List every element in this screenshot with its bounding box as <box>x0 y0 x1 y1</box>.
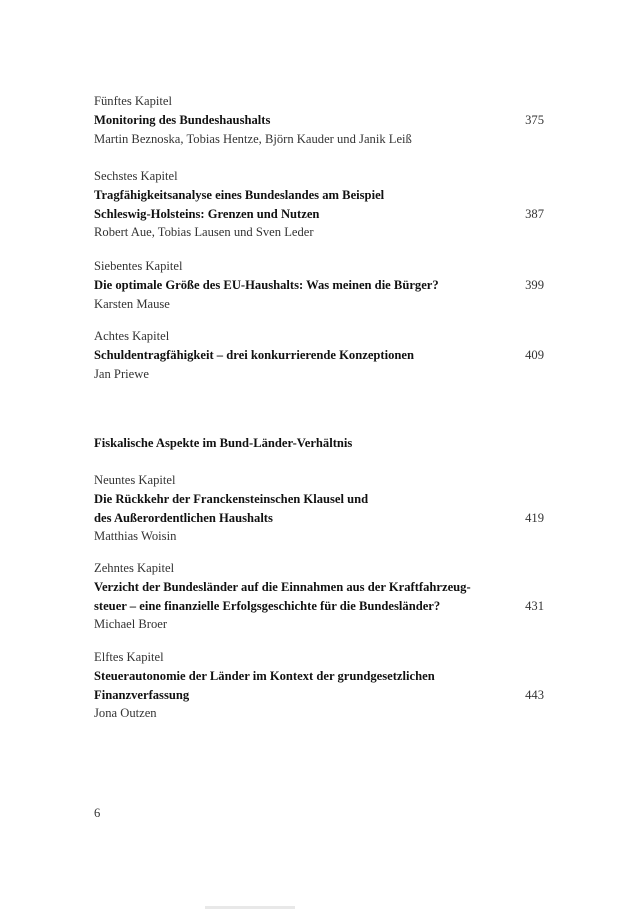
page-number: 375 <box>525 112 544 127</box>
chapter-authors: Michael Broer <box>94 617 168 632</box>
page-number: 399 <box>525 277 544 292</box>
chapter-title-line: Finanzverfassung 443 <box>94 686 544 705</box>
chapter-title <box>94 186 544 224</box>
toc-entry <box>94 167 544 242</box>
section-heading: Fiskalische Aspekte im Bund-Länder-Verhältnis <box>94 436 353 450</box>
chapter-label: Neuntes Kapitel <box>94 473 176 487</box>
toc-entry <box>94 648 544 723</box>
chapter-authors: Matthias Woisin <box>94 529 177 544</box>
page-number: 419 <box>525 510 544 525</box>
chapter-authors: Jona Outzen <box>94 706 157 721</box>
page-number: 387 <box>525 206 544 221</box>
page-number: 443 <box>525 687 544 702</box>
chapter-title-line: Monitoring des Bundeshaushalts 375 <box>94 111 544 130</box>
chapter-label: Achtes Kapitel <box>94 329 170 343</box>
chapter-title-line: steuer – eine finanzielle Erfolgsgeschichte für die Bundesländer? 431 <box>94 597 544 616</box>
toc-entry <box>94 471 544 546</box>
chapter-label: Fünftes Kapitel <box>94 94 172 108</box>
chapter-label: Elftes Kapitel <box>94 650 164 664</box>
chapter-title <box>94 111 544 130</box>
chapter-title-line: Die Rückkehr der Franckensteinschen Klausel und <box>94 491 369 506</box>
chapter-title-line: Die optimale Größe des EU-Haushalts: Was meinen die Bürger? 399 <box>94 276 544 295</box>
toc-entry <box>94 327 544 383</box>
chapter-title-line: Schuldentragfähigkeit – drei konkurrierende Konzeptionen 409 <box>94 346 544 365</box>
chapter-authors: Robert Aue, Tobias Lausen und Sven Leder <box>94 225 314 240</box>
toc-entry <box>94 257 544 313</box>
toc-entry <box>94 559 544 634</box>
page-number: 431 <box>525 598 544 613</box>
chapter-authors: Martin Beznoska, Tobias Hentze, Björn Kauder und Janik Leiß <box>94 131 412 146</box>
chapter-label: Siebentes Kapitel <box>94 259 183 273</box>
chapter-title <box>94 578 544 616</box>
page-number-folio: 6 <box>94 806 101 820</box>
chapter-title-line: Schleswig-Holsteins: Grenzen und Nutzen 387 <box>94 205 544 224</box>
chapter-title-line: Tragfähigkeitsanalyse eines Bundeslandes am Beispiel <box>94 187 385 202</box>
chapter-label: Zehntes Kapitel <box>94 561 175 575</box>
chapter-title-line: Verzicht der Bundesländer auf die Einnahmen aus der Kraftfahrzeug- <box>94 579 471 594</box>
chapter-label: Sechstes Kapitel <box>94 169 178 183</box>
chapter-title <box>94 667 544 705</box>
chapter-title <box>94 276 544 295</box>
chapter-title <box>94 346 544 365</box>
chapter-title-line: Steuerautonomie der Länder im Kontext der grundgesetzlichen <box>94 668 435 683</box>
toc-entry <box>94 92 544 148</box>
scan-artifact <box>205 906 295 909</box>
chapter-authors: Jan Priewe <box>94 366 149 381</box>
page-number: 409 <box>525 347 544 362</box>
chapter-title-line: des Außerordentlichen Haushalts 419 <box>94 509 544 528</box>
chapter-authors: Karsten Mause <box>94 296 170 311</box>
chapter-title <box>94 490 544 528</box>
